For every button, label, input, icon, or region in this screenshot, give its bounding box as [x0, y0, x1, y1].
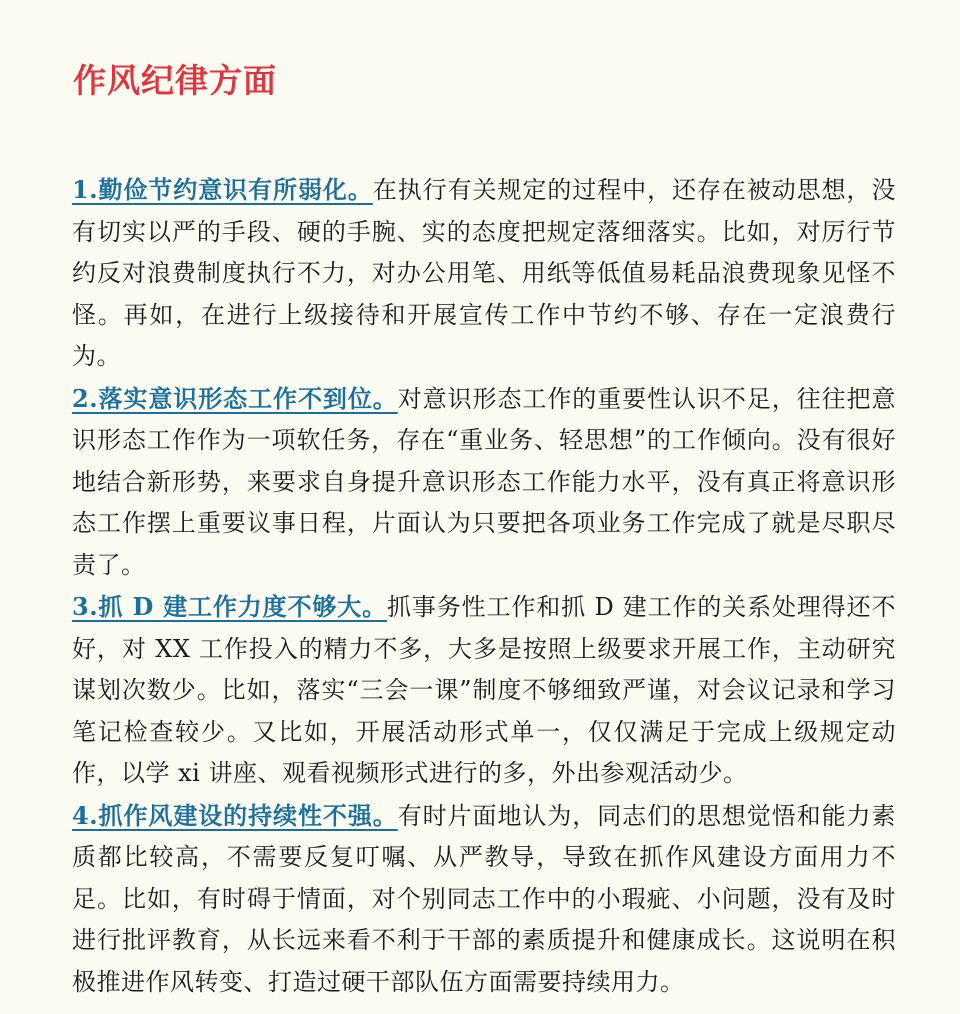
- paragraph-2-heading: 2.落实意识形态工作不到位。: [72, 383, 398, 413]
- content-body: [72, 169, 896, 1003]
- paragraph-2: [72, 378, 896, 587]
- paragraph-3-text: 抓事务性工作和抓 D 建工作的关系处理得还不好，对 XX 工作投入的精力不多，大多是按照上级要求开展工作，主动研究谋划次数少。比如，落实“三会一课”制度不够细致严谨，对会议记录和学习笔记检查较少。又比如，开展活动形式单一，仅仅满足于完成上级规定动作，以学 xi 讲座、观看视频形式进行的多，外出参观活动少。: [72, 593, 897, 787]
- paragraph-4-text: 有时片面地认为，同志们的思想觉悟和能力素质都比较高，不需要反复叮嘱、从严教导，导致在抓作风建设方面用力不足。比如，有时碍于情面，对个别同志工作中的小瑕疵、小问题，没有及时进行批评教育，从长远来看不利于干部的素质提升和健康成长。这说明在积极推进作风转变、打造过硬干部队伍方面需要持续用力。: [72, 801, 896, 996]
- paragraph-1-heading: 1.勤俭节约意识有所弱化。: [72, 175, 373, 204]
- paragraph-3-heading: 3.抓 D 建工作力度不够大。: [72, 592, 387, 621]
- page-title: 作风纪律方面: [73, 61, 277, 100]
- paragraph-4: [72, 795, 896, 1004]
- paragraph-2-text: 对意识形态工作的重要性认识不足，往往把意识形态工作作为一项软任务，存在“重业务、轻思想”的工作倾向。没有很好地结合新形势，来要求自身提升意识形态工作能力水平，没有真正将意识形态工作摆上重要议事日程，片面认为只要把各项业务工作完成了就是尽职尽责了。: [72, 384, 896, 579]
- paragraph-3: [72, 586, 896, 795]
- paragraph-4-heading: 4.抓作风建设的持续性不强。: [72, 800, 398, 830]
- paragraph-1: [72, 169, 896, 378]
- paragraph-1-text: 在执行有关规定的过程中，还存在被动思想，没有切实以严的手段、硬的手腕、实的态度把规定落细落实。比如，对厉行节约反对浪费制度执行不力，对办公用笔、用纸等低值易耗品浪费现象见怪不怪。再如，在进行上级接待和开展宣传工作中节约不够、存在一定浪费行为。: [72, 176, 896, 370]
